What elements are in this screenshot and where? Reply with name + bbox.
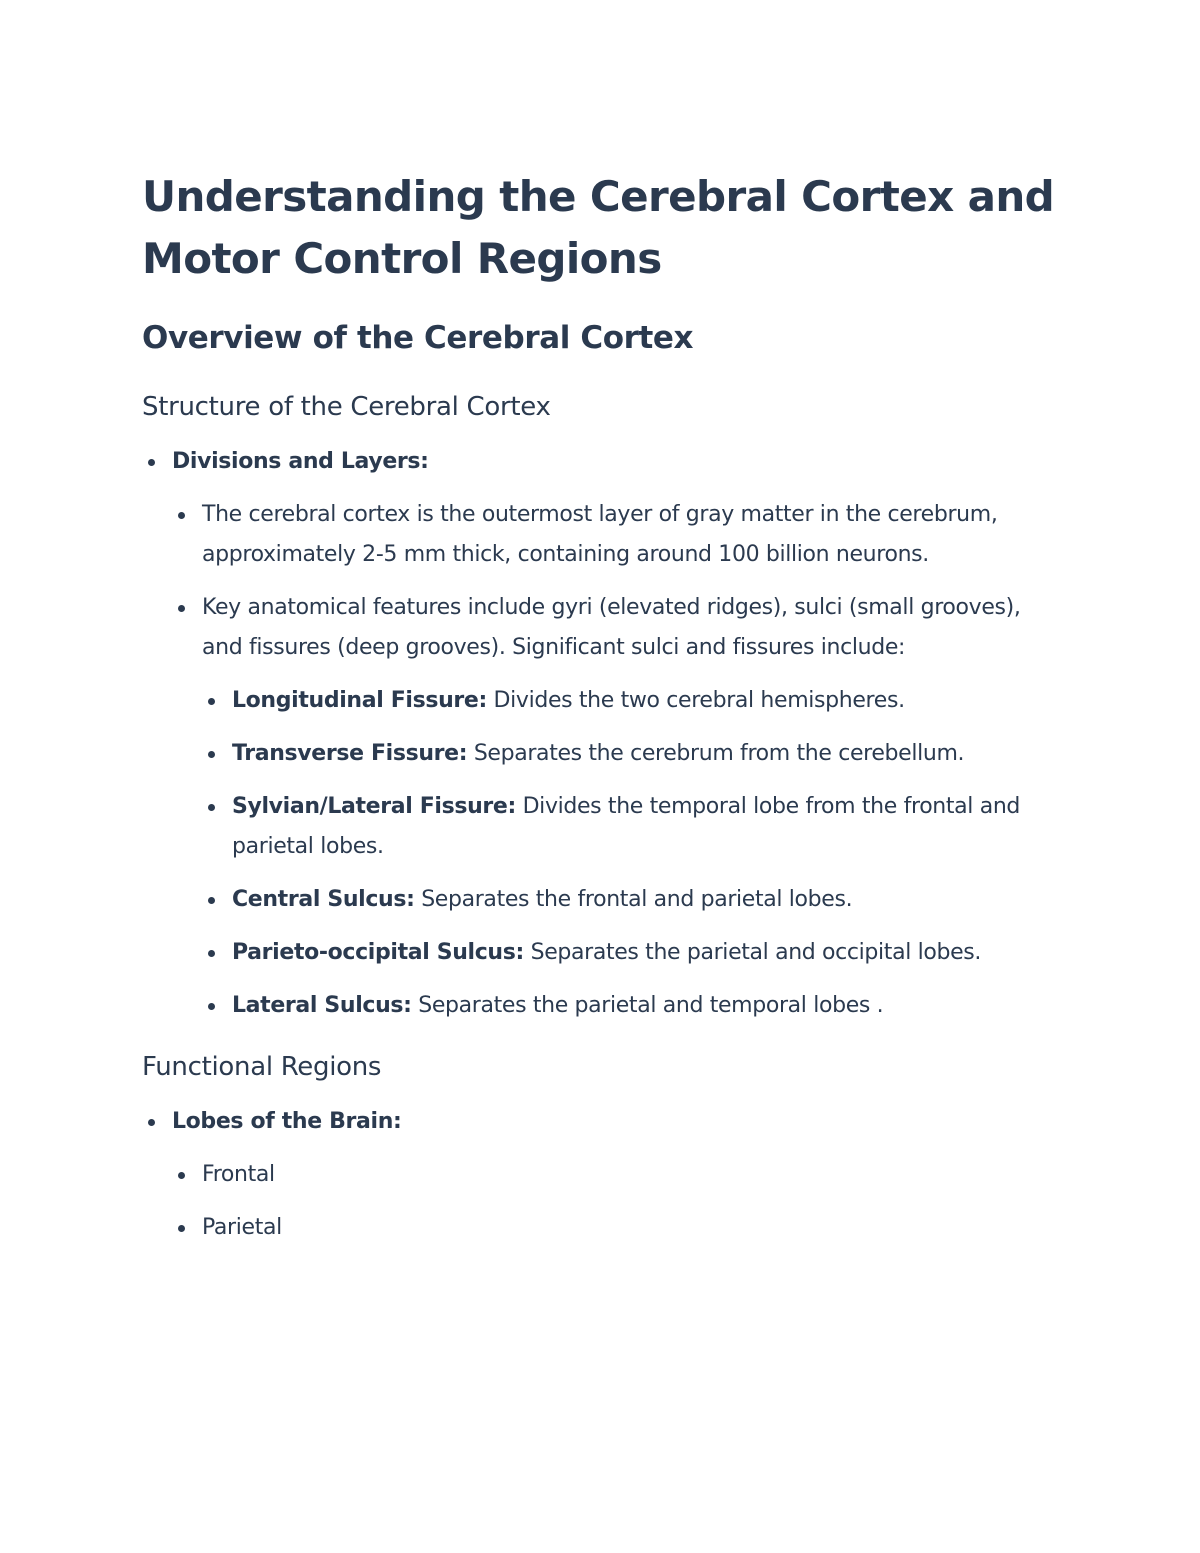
lobe-item: Parietal	[202, 1208, 1062, 1248]
landmark-term: Sylvian/Lateral Fissure:	[232, 794, 516, 819]
landmark-term: Lateral Sulcus:	[232, 993, 412, 1018]
landmark-item	[232, 986, 1062, 1026]
document-title: Understanding the Cerebral Cortex and Motor Control Regions	[142, 172, 1055, 283]
structure-sublist	[172, 495, 1062, 1026]
lobes-sublist	[172, 1155, 1062, 1248]
lobe-item: Frontal	[202, 1155, 1062, 1195]
landmark-description: Separates the frontal and parietal lobes.	[414, 887, 853, 912]
landmark-term: Transverse Fissure:	[232, 741, 468, 766]
landmark-item	[232, 787, 1062, 867]
document-page	[142, 166, 1062, 1248]
landmark-list	[202, 681, 1062, 1026]
list-item	[202, 588, 1062, 1026]
item-label: Divisions and Layers:	[172, 449, 429, 474]
landmark-description: Separates the parietal and temporal lobes .	[411, 993, 884, 1018]
landmark-description: Divides the temporal lobe from the frontal and parietal lobes.	[232, 794, 1021, 859]
list-item	[172, 1102, 1062, 1248]
landmark-item	[232, 933, 1062, 973]
landmark-item	[232, 734, 1062, 774]
structure-list	[142, 442, 1062, 1026]
landmark-description: Separates the parietal and occipital lobes.	[523, 940, 982, 965]
landmark-description: Divides the two cerebral hemispheres.	[486, 688, 905, 713]
subsection-heading-functional: Functional Regions	[142, 1052, 382, 1082]
section-heading: Overview of the Cerebral Cortex	[142, 320, 694, 356]
landmark-item	[232, 681, 1062, 721]
list-item	[172, 442, 1062, 1026]
landmark-term: Parieto-occipital Sulcus:	[232, 940, 524, 965]
functional-list	[142, 1102, 1062, 1248]
landmark-term: Longitudinal Fissure:	[232, 688, 487, 713]
landmark-item	[232, 880, 1062, 920]
list-item-text: Key anatomical features include gyri (elevated ridges), sulci (small grooves), and fissures (deep grooves). Significant sulci and fissures include:	[202, 595, 1021, 660]
item-label: Lobes of the Brain:	[172, 1109, 402, 1134]
list-item: The cerebral cortex is the outermost layer of gray matter in the cerebrum, approximately 2-5 mm thick, containing around 100 billion neurons.	[202, 495, 1062, 575]
landmark-term: Central Sulcus:	[232, 887, 415, 912]
landmark-description: Separates the cerebrum from the cerebellum.	[467, 741, 965, 766]
subsection-heading-structure: Structure of the Cerebral Cortex	[142, 392, 551, 422]
